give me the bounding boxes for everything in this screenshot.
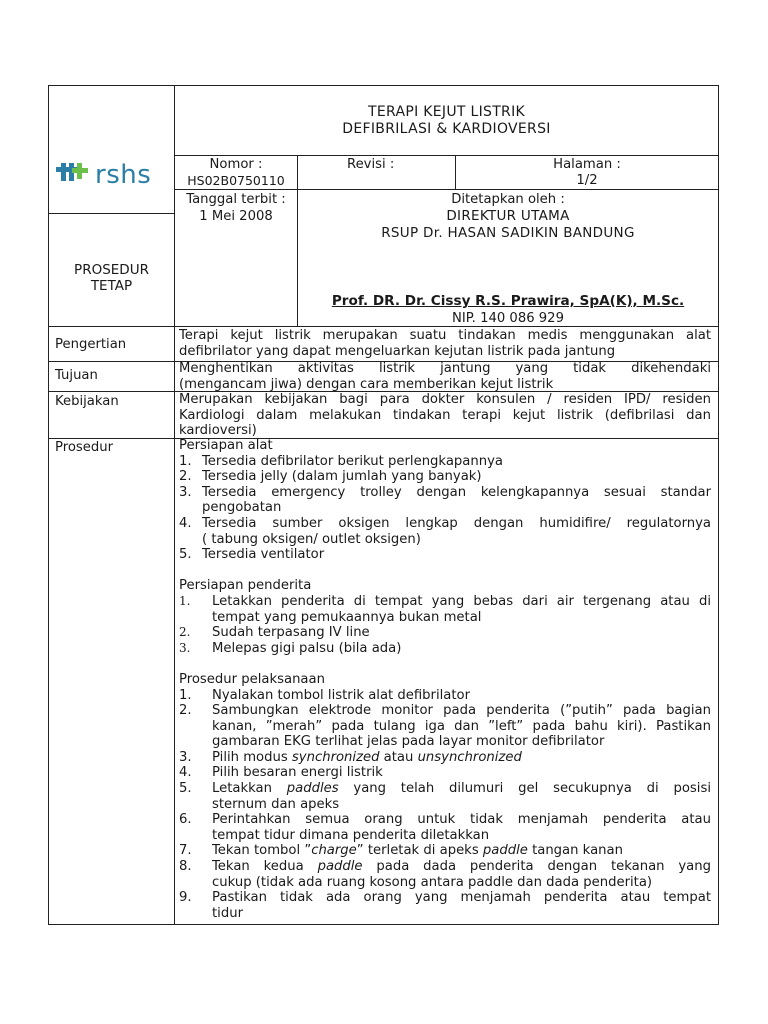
item-number: 9. [179,890,192,906]
signatory-nip: NIP. 140 086 929 [452,311,564,326]
revisi-label: Revisi : [347,157,395,172]
tujuan-line: (mengancam jiwa) dengan cara memberikan kejut listrik [179,376,554,392]
tujuan-label: Tujuan [55,368,98,383]
list-item-continued [179,500,711,516]
title-line-1: TERAPI KEJUT LISTRIK [368,104,525,120]
list-item [179,890,711,906]
item-number: 8. [179,859,192,875]
item-number: 1. [179,453,192,469]
item-number: 1. [179,593,191,608]
signatory-block [298,293,718,327]
item-number: 5. [179,781,192,797]
list-item-continued [179,734,711,750]
sop-document [48,85,719,925]
pengertian-text [179,328,711,359]
item-text: Melepas gigi palsu (bila ada) [212,640,402,656]
rshs-logo [55,154,171,194]
halaman-cell [456,157,718,189]
item-text: tempat tidur dimana penderita diletakkan [212,827,490,843]
item-number: 2. [179,625,191,640]
list-item [179,843,711,859]
list-item [179,641,711,657]
prosedur-tetap-line-1: PROSEDUR [74,262,149,278]
kebijakan-text [179,392,711,439]
item-text: ( tabung oksigen/ outlet oksigen) [202,531,421,547]
list-item [179,703,711,719]
list-item-continued [179,797,711,813]
direktur-line-1: DIREKTUR UTAMA [446,208,570,224]
list-item [179,765,711,781]
item-text: Tersedia jelly (dalam jumlah yang banyak) [202,469,482,485]
list-item-continued [179,875,711,891]
item-text: Tersedia defibrilator berikut perlengkapannya [202,453,503,469]
list-item [179,485,711,501]
prosedur-tetap-line-2: TETAP [90,278,133,294]
item-number: 6. [179,812,192,828]
list-item [179,859,711,875]
prosedur-tetap-label [49,262,174,294]
nomor-label: Nomor : [209,157,263,172]
prosedur-pelaksanaan-heading: Prosedur pelaksanaan [179,671,325,687]
kebijakan-line: kardioversi) [179,423,257,439]
item-text: Letakkan penderita di tempat yang bebas dari air tergenang atau di [212,593,711,609]
divider [174,155,718,156]
pengertian-line: Terapi kejut listrik merupakan suatu tindakan medis menggunakan alat [179,328,711,343]
item-number: 2. [179,469,192,485]
halaman-label: Halaman : [553,157,621,172]
tanggal-cell [175,191,297,225]
list-item-continued [179,828,711,844]
list-item [179,469,711,485]
list-item [179,625,711,641]
list-item [179,781,711,797]
halaman-value: 1/2 [576,173,598,188]
prosedur-content [179,438,711,921]
item-text: Tekan kedua paddle pada dada penderita dengan tekanan yang [212,859,711,875]
item-number: 3. [179,484,192,500]
item-number: 2. [179,703,192,719]
list-item [179,454,711,470]
list-item [179,516,711,532]
signatory-name: Prof. DR. Dr. Cissy R.S. Prawira, SpA(K), M.Sc. [331,293,685,309]
ditetapkan-cell [298,191,718,242]
list-item [179,688,711,704]
item-number: 3. [179,749,192,765]
list-item [179,547,711,563]
list-item-continued [179,532,711,548]
item-text: Tersedia ventilator [202,547,325,563]
item-text: Perintahkan semua orang untuk tidak menjamah penderita atau [212,812,711,828]
item-text: Tersedia sumber oksigen lengkap dengan humidifire/ regulatornya [202,515,711,531]
tanggal-value: 1 Mei 2008 [199,209,273,224]
item-text: Tekan tombol ”charge” terletak di apeks paddle tangan kanan [212,843,623,859]
item-text: Tersedia emergency trolley dengan kelengkapannya sesuai standar [202,484,711,500]
logo-text: rshs [95,160,152,190]
tanggal-label: Tanggal terbit : [186,192,286,207]
document-title [175,104,718,138]
list-item [179,812,711,828]
divider [49,213,175,214]
item-text: Pilih modus synchronized atau unsynchronized [212,749,522,765]
ditetapkan-label: Ditetapkan oleh : [451,192,565,207]
item-text: pengobatan [202,500,282,516]
nomor-value: HS02B0750110 [187,173,285,188]
item-number: 4. [179,765,192,781]
item-text: Sudah terpasang IV line [212,625,370,641]
item-text: Nyalakan tombol listrik alat defibrilator [212,687,471,703]
kebijakan-line: Kardiologi dalam melakukan tindakan terapi kejut listrik (defibrilasi dan [179,407,711,423]
kebijakan-line: Merupakan kebijakan bagi para dokter konsulen / residen IPD/ residen [179,392,711,407]
item-text: cukup (tidak ada ruang kosong antara paddle dan dada penderita) [212,874,653,890]
item-number: 5. [179,547,192,563]
persiapan-alat-heading: Persiapan alat [179,438,273,453]
pengertian-label: Pengertian [55,337,127,352]
prosedur-label: Prosedur [55,440,114,455]
item-number: 4. [179,515,192,531]
item-text: Pilih besaran energi listrik [212,765,383,781]
item-text: kanan, ”merah” pada tulang iga dan ”left” pada bahu kiri). Pastikan [212,718,711,734]
item-text: gambaran EKG terlihat jelas pada layar monitor defibrilator [212,734,605,750]
item-text: Sambungkan elektrode monitor pada penderita (”putih” pada bagian [212,703,711,719]
list-item [179,594,711,610]
item-number: 3. [179,640,191,655]
tujuan-line: Menghentikan aktivitas listrik jantung yang tidak dikehendaki [179,361,711,376]
list-item-continued [179,719,711,735]
item-text: tidur [212,905,243,921]
kebijakan-label: Kebijakan [55,394,119,409]
item-number: 7. [179,843,192,859]
tujuan-text [179,361,711,392]
item-text: Letakkan paddles yang telah dilumuri gel secukupnya di posisi [212,781,712,797]
item-text: sternum dan apeks [212,796,340,812]
list-item-continued [179,906,711,922]
item-text: tempat yang pemukaannya bukan metal [212,609,482,625]
title-line-2: DEFIBRILASI & KARDIOVERSI [342,121,551,137]
nomor-cell [175,157,297,189]
list-item [179,750,711,766]
divider [174,189,718,190]
item-number: 1. [179,687,192,703]
pengertian-line: defibrilator yang dapat mengeluarkan kejutan listrik pada jantung [179,343,616,359]
direktur-line-2: RSUP Dr. HASAN SADIKIN BANDUNG [381,225,635,241]
item-text: Pastikan tidak ada orang yang menjamah penderita atau tempat [212,890,711,906]
cross-logo-icon [55,157,99,191]
persiapan-penderita-heading: Persiapan penderita [179,578,312,594]
list-item-continued [179,610,711,626]
